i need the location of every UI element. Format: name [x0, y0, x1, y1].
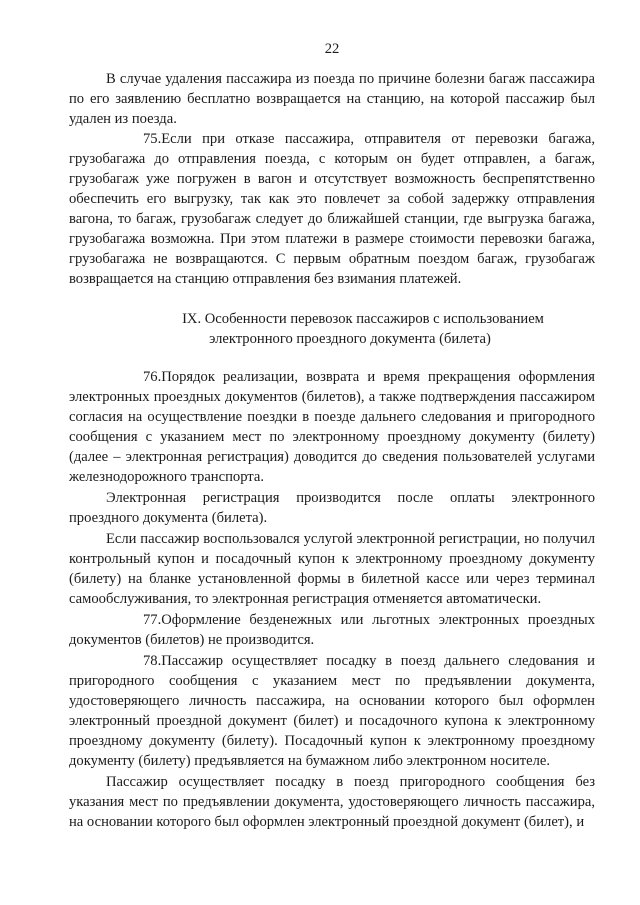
paragraph-number: 78. — [143, 653, 162, 669]
paragraph-text: Электронная регистрация производится после оплаты электронного проездного документа (билета). — [69, 490, 595, 526]
paragraph-78 — [69, 651, 595, 771]
paragraph-number: 76. — [143, 369, 162, 385]
paragraph-text: Пассажир осуществляет посадку в поезд дальнего следования и пригородного сообщения с указанием мест по предъявлении документа, удостоверяющего личность пассажира, на основании которого был оформлен электронный проездной документ (билет) и посадочного купона к электронному проездному документу (билету). Посадочный купон к электронному проездному документу (билету) предъявляется на бумажном либо электронном носителе. — [69, 653, 595, 769]
paragraph-text: Если пассажир воспользовался услугой электронной регистрации, но получил контрольный купон и посадочный купон к электронному проездному документу (билету) на бланке установленной формы в билетной кассе или через терминал самообслуживания, то электронная регистрация отменяется автоматически. — [69, 531, 595, 607]
paragraph-text: В случае удаления пассажира из поезда по причине болезни багаж пассажира по его заявлению бесплатно возвращается на станцию, на которой пассажир был удален из поезда. — [69, 71, 595, 127]
paragraph — [69, 772, 595, 832]
paragraph-76 — [69, 367, 595, 487]
paragraph-text: Если при отказе пассажира, отправителя от перевозки багажа, грузобагажа до отправления поезда, с которым он будет отправлен, а багаж, грузобагаж уже погружен в вагон и отсутствует возможность беспрепятственно обеспечить его выгрузку, так как это повлечет за собой задержку отправления вагона, то багаж, грузобагаж следует до ближайшей станции, где выгрузка багажа, грузобагажа возможна. При этом платежи в размере стоимости перевозки багажа, грузобагажа не возвращаются. С первым обратным поездом багаж, грузобагаж возвращается на станцию отправления без взимания платежей. — [69, 131, 595, 287]
paragraph-text: Пассажир осуществляет посадку в поезд пригородного сообщения без указания мест по предъявлении документа, удостоверяющего личность пассажира, на основании которого был оформлен электронный проездной документ (билет), и — [69, 774, 595, 830]
paragraph — [69, 488, 595, 528]
paragraph-number: 77. — [143, 612, 162, 628]
section-heading-line-2: электронного проездного документа (билета) — [209, 331, 491, 347]
paragraph-75 — [69, 129, 595, 289]
paragraph — [69, 69, 595, 129]
paragraph-number: 75. — [143, 131, 162, 147]
paragraph-text: Порядок реализации, возврата и время прекращения оформления электронных проездных документов (билетов), а также подтверждения пассажиром согласия на осуществление поездки в поезде дальнего следования и пригородного сообщения с указанием мест по электронному проездному документу (билету) (далее – электронная регистрация) доводится до сведения пользователей услугами железнодорожного транспорта. — [69, 369, 595, 485]
section-heading-line-1: IX. Особенности перевозок пассажиров с использованием — [182, 311, 544, 327]
paragraph-text: Оформление безденежных или льготных электронных проездных документов (билетов) не производится. — [69, 612, 595, 648]
page-number: 22 — [324, 41, 340, 57]
section-heading — [69, 309, 595, 349]
paragraph — [69, 529, 595, 609]
paragraph-77 — [69, 610, 595, 650]
